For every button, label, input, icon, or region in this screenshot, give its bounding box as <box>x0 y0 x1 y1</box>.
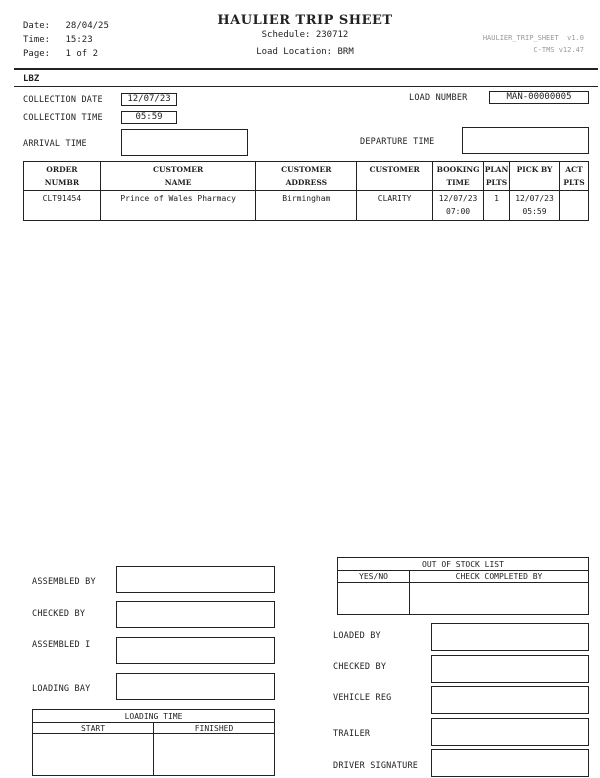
trailer-label: TRAILER <box>333 729 371 739</box>
orders-header-row <box>24 162 589 191</box>
collection-time-label: COLLECTION TIME <box>23 113 103 123</box>
arrival-time-label: ARRIVAL TIME <box>23 139 87 149</box>
report-version: HAULIER_TRIP_SHEET v1.0 <box>482 34 584 42</box>
yes-no-header: YES/NO <box>338 571 410 583</box>
col-customer-name: CUSTOMER NAME <box>100 162 256 191</box>
customer-name-cell: Prince of Wales Pharmacy <box>100 191 256 221</box>
assembled-by-label: ASSEMBLED BY <box>32 577 96 587</box>
assembled-i-label: ASSEMBLED I <box>32 640 91 650</box>
depot-divider <box>14 86 598 87</box>
assembled-i-field[interactable] <box>116 637 275 664</box>
col-customer-address: CUSTOMER ADDRESS <box>256 162 357 191</box>
print-time: 15:23 <box>65 35 93 45</box>
col-customer: CUSTOMER <box>357 162 433 191</box>
right-checked-by-field[interactable] <box>431 655 589 683</box>
print-date: 28/04/25 <box>65 21 109 31</box>
header-info <box>23 19 109 61</box>
system-version: C-TMS v12.47 <box>533 46 584 54</box>
customer-address-cell: Birmingham <box>256 191 357 221</box>
page-number: 1 of 2 <box>65 49 99 59</box>
col-pick-by: PICK BY <box>510 162 560 191</box>
table-row <box>24 191 589 221</box>
page-title: HAULIER TRIP SHEET <box>217 13 393 28</box>
departure-time-label: DEPARTURE TIME <box>360 137 435 147</box>
pick-by-cell: 12/07/23 05:59 <box>510 191 560 221</box>
departure-time-field[interactable] <box>462 127 589 154</box>
loading-time-title: LOADING TIME <box>33 710 275 723</box>
trailer-field[interactable] <box>431 718 589 746</box>
orders-table <box>23 161 589 221</box>
loading-bay-label: LOADING BAY <box>32 684 91 694</box>
collection-date-label: COLLECTION DATE <box>23 95 103 105</box>
driver-signature-field[interactable] <box>431 749 589 777</box>
date-label: Date: <box>23 21 51 31</box>
loading-start-field[interactable] <box>33 734 154 776</box>
assembled-by-field[interactable] <box>116 566 275 593</box>
load-number-label: LOAD NUMBER <box>409 93 468 103</box>
order-number-cell: CLT91454 <box>24 191 101 221</box>
customer-cell: CLARITY <box>357 191 433 221</box>
loading-finished-header: FINISHED <box>154 723 275 734</box>
check-completed-header: CHECK COMPLETED BY <box>410 571 589 583</box>
col-order-number: ORDER NUMBR <box>24 162 101 191</box>
col-plan-plts: PLAN PLTS <box>484 162 510 191</box>
act-plts-cell[interactable] <box>559 191 588 221</box>
col-booking-time: BOOKING TIME <box>433 162 484 191</box>
col-act-plts: ACT PLTS <box>559 162 588 191</box>
yes-no-field[interactable] <box>338 583 410 615</box>
collection-time-field[interactable]: 05:59 <box>121 111 177 124</box>
loaded-by-field[interactable] <box>431 623 589 651</box>
schedule-number: Schedule: 230712 <box>261 30 349 40</box>
loading-bay-field[interactable] <box>116 673 275 700</box>
checked-by-field[interactable] <box>116 601 275 628</box>
loading-finished-field[interactable] <box>154 734 275 776</box>
check-completed-field[interactable] <box>410 583 589 615</box>
loading-start-header: START <box>33 723 154 734</box>
plan-plts-cell: 1 <box>484 191 510 221</box>
out-of-stock-title: OUT OF STOCK LIST <box>338 558 589 571</box>
collection-date-field[interactable]: 12/07/23 <box>121 93 177 106</box>
page-label: Page: <box>23 49 51 59</box>
right-checked-by-label: CHECKED BY <box>333 662 387 672</box>
booking-time-cell: 12/07/23 07:00 <box>433 191 484 221</box>
header-divider <box>14 68 598 70</box>
checked-by-label: CHECKED BY <box>32 609 86 619</box>
arrival-time-field[interactable] <box>121 129 248 156</box>
loaded-by-label: LOADED BY <box>333 631 381 641</box>
load-location: Load Location: BRM <box>256 47 354 57</box>
driver-signature-label: DRIVER SIGNATURE <box>333 761 419 771</box>
loading-time-table <box>32 709 275 776</box>
vehicle-reg-field[interactable] <box>431 686 589 714</box>
out-of-stock-table <box>337 557 589 615</box>
depot-code: LBZ <box>23 74 40 84</box>
load-number-field[interactable]: MAN-00000005 <box>489 91 589 104</box>
time-label: Time: <box>23 35 51 45</box>
vehicle-reg-label: VEHICLE REG <box>333 693 392 703</box>
